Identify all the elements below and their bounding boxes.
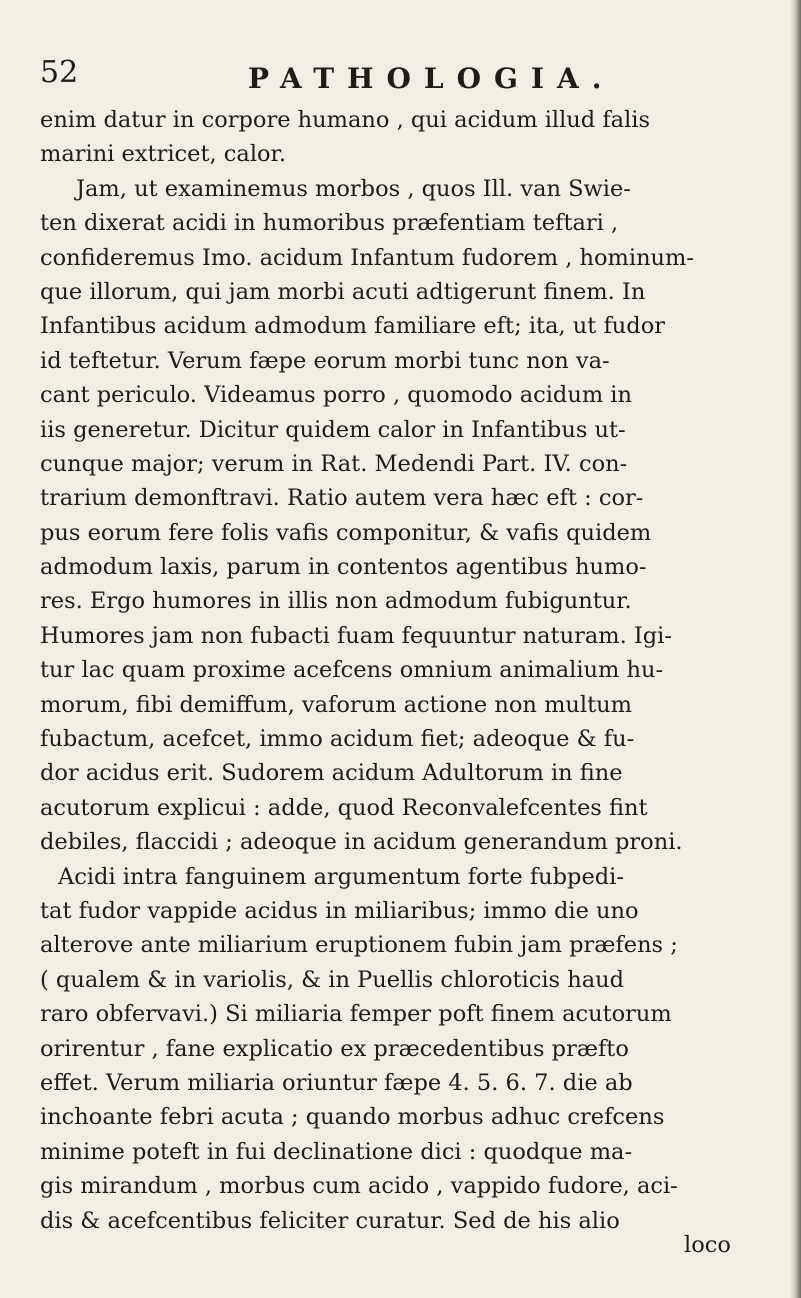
catchword: loco — [684, 1232, 731, 1258]
text-line: tat fudor vappide acidus in miliaribus; immo die uno — [40, 897, 639, 924]
text-line: Acidi intra fanguinem argumentum forte fubpedi- — [58, 863, 624, 890]
text-line: pus eorum fere folis vafis componitur, & vafis quidem — [40, 519, 652, 546]
text-line: marini extricet, calor. — [40, 141, 286, 168]
text-line: Humores jam non fubacti fuam fequuntur naturam. Igi- — [40, 622, 672, 649]
text-line: cant periculo. Videamus porro , quomodo acidum in — [40, 382, 632, 409]
text-line: effet. Verum miliaria oriuntur fæpe 4. 5. 6. 7. die ab — [40, 1069, 633, 1096]
text-line: Infantibus acidum admodum familiare eft; ita, ut fudor — [40, 313, 666, 340]
running-title: PATHOLOGIA. — [248, 62, 615, 95]
text-line: iis generetur. Dicitur quidem calor in Infantibus ut- — [40, 416, 626, 443]
text-line: admodum laxis, parum in contentos agentibus humo- — [40, 554, 647, 581]
page-edge-shadow — [789, 0, 801, 1298]
text-line: trarium demonftravi. Ratio autem vera hæc eft : cor- — [40, 485, 644, 512]
text-line: orirentur , fane explicatio ex præcedentibus præfto — [40, 1035, 629, 1062]
text-line: minime poteft in fui declinatione dici : quodque ma- — [40, 1138, 633, 1165]
text-line: dor acidus erit. Sudorem acidum Adultorum in fine — [40, 760, 623, 787]
text-line: id teftetur. Verum fæpe eorum morbi tunc non va- — [40, 347, 610, 374]
text-line: debiles, flaccidi ; adeoque in acidum generandum proni. — [40, 829, 683, 856]
text-line: morum, fibi demiffum, vaforum actione non multum — [40, 691, 632, 718]
text-line: cunque major; verum in Rat. Medendi Part. IV. con- — [40, 450, 628, 477]
text-line: confideremus Imo. acidum Infantum fudorem , hominum- — [40, 244, 694, 271]
page-number: 52 — [40, 55, 79, 90]
text-line: Jam, ut examinemus morbos , quos Ill. van Swie- — [76, 175, 631, 202]
text-line: ten dixerat acidi in humoribus præfentiam teftari , — [40, 210, 619, 237]
text-line: inchoante febri acuta ; quando morbus adhuc crefcens — [40, 1104, 665, 1131]
text-line: alterove ante miliarium eruptionem fubin jam præfens ; — [40, 932, 678, 959]
text-line: ( qualem & in variolis, & in Puellis chloroticis haud — [40, 966, 625, 993]
text-line: tur lac quam proxime acefcens omnium animalium hu- — [40, 657, 664, 684]
text-line: raro obfervavi.) Si miliaria femper poft finem acutorum — [40, 1001, 672, 1028]
text-line: gis mirandum , morbus cum acido , vappido fudore, aci- — [40, 1173, 678, 1200]
text-line: enim datur in corpore humano , qui acidum illud falis — [40, 107, 651, 133]
body-text — [40, 103, 762, 1238]
text-line: que illorum, qui jam morbi acuti adtigerunt finem. In — [40, 278, 646, 305]
text-line: acutorum explicui : adde, quod Reconvalefcentes fint — [40, 794, 648, 821]
text-line: fubactum, acefcet, immo acidum fiet; adeoque & fu- — [40, 726, 635, 753]
text-line: res. Ergo humores in illis non admodum fubiguntur. — [40, 588, 632, 615]
text-line: dis & acefcentibus feliciter curatur. Sed de his alio — [40, 1207, 620, 1234]
